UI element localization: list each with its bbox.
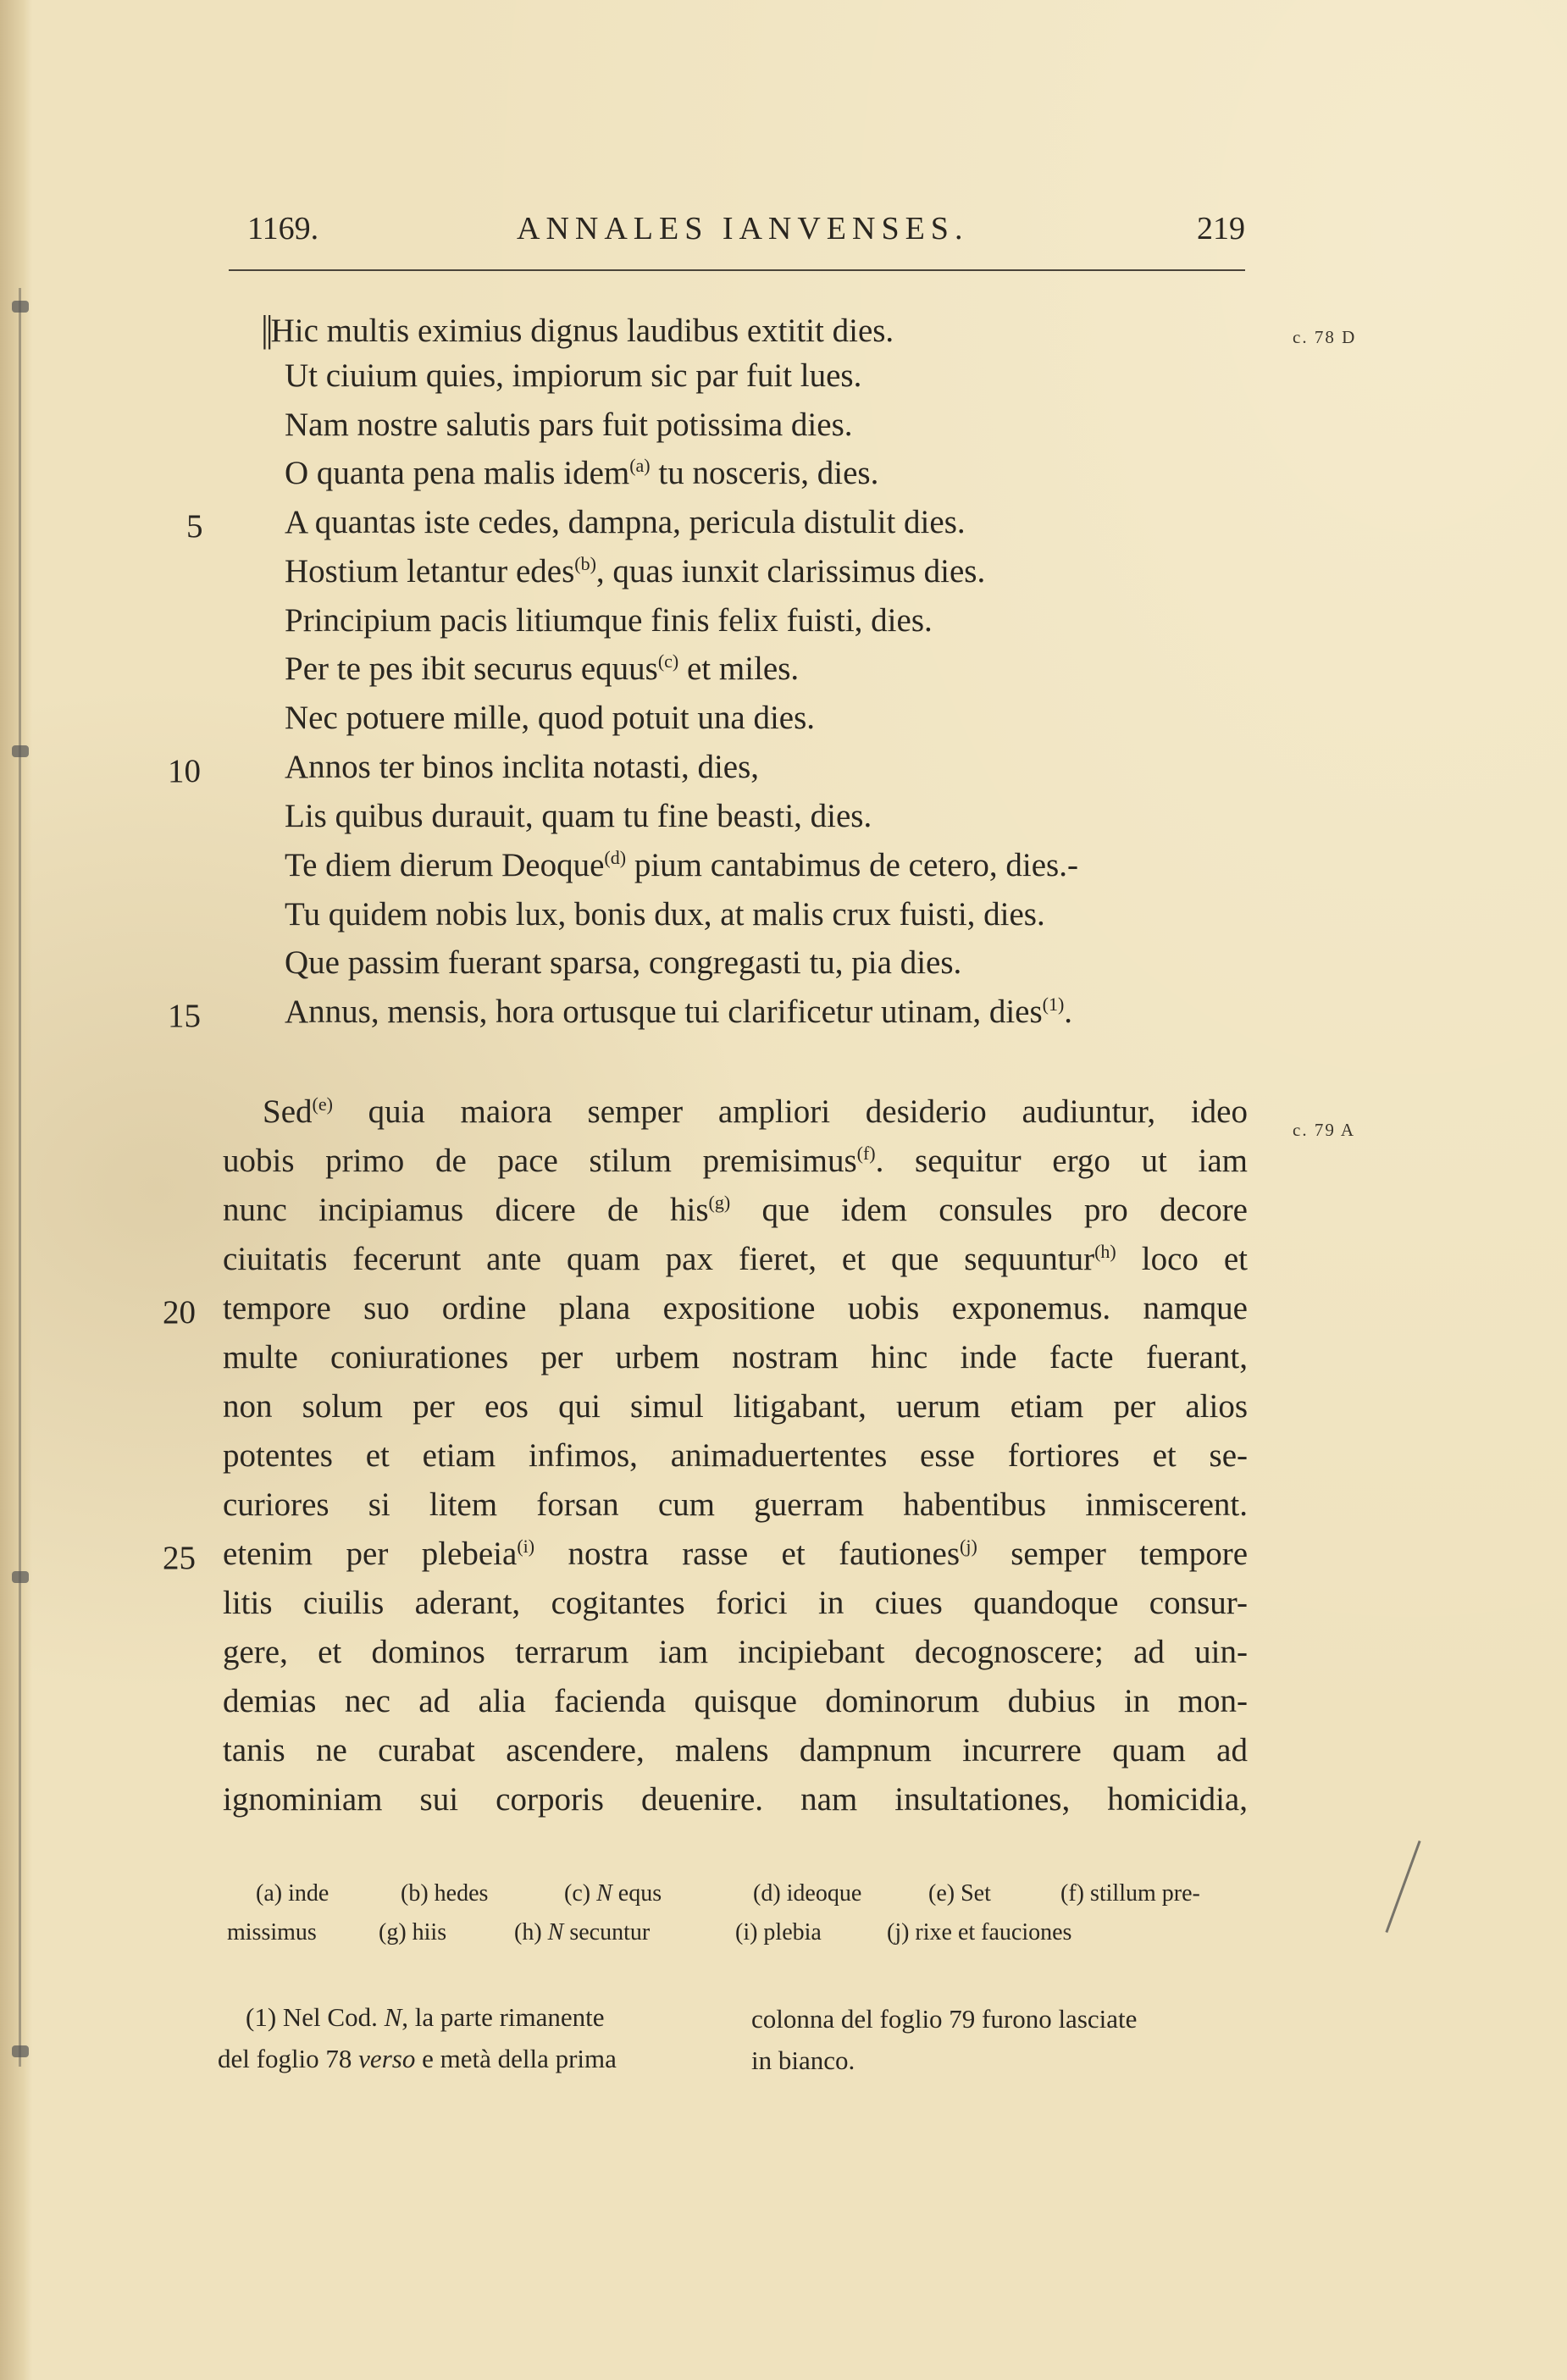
poem-line: Nec potuere mille, quod potuit una dies. <box>285 700 816 736</box>
page-number: 219 <box>1197 211 1245 246</box>
prose-text: nunc incipiamus dicere de his <box>223 1192 709 1228</box>
prose-text: que idem consules pro decore <box>730 1192 1248 1228</box>
note-text: del foglio 78 <box>218 2044 359 2073</box>
prose-text: semper tempore <box>977 1536 1248 1572</box>
footnote-marker: (j) <box>960 1536 977 1557</box>
codex-siglum: N <box>596 1880 612 1907</box>
prose-line: tanis ne curabat ascendere, malens dampnum incurrere quam ad <box>223 1732 1248 1768</box>
prose-line: non solum per eos qui simul litigabant, uerum etiam per alios <box>223 1388 1248 1425</box>
prose-text: ciuitatis fecerunt ante quam pax fieret, et que sequuntur <box>223 1241 1095 1277</box>
footnote-marker: (e) <box>312 1093 333 1115</box>
prose-text: Sed <box>263 1093 313 1130</box>
footnote-marker: (b) <box>574 553 596 574</box>
apparatus-text: secuntur <box>563 1919 651 1946</box>
apparatus-entry: (f) stillum pre- <box>1060 1880 1200 1907</box>
apparatus-entry <box>564 1882 662 1906</box>
poem-line: Nam nostre salutis pars fuit potissima dies. <box>285 407 853 443</box>
poem-line <box>285 849 1078 882</box>
footnote-marker: (c) <box>657 650 679 672</box>
poem-line <box>285 995 1072 1028</box>
verse-text: O quanta pena malis idem <box>285 455 630 491</box>
poem-line <box>285 652 799 685</box>
prose-line <box>223 1193 1248 1226</box>
poem-line: Principium pacis litiumque finis felix fuisti, dies. <box>285 602 933 639</box>
header-title: ANNALES IANVENSES. <box>517 211 969 246</box>
verse-marker: || <box>261 308 271 350</box>
apparatus-entry: missimus <box>227 1919 317 1946</box>
verse-text: Te diem dierum Deoque <box>285 847 605 883</box>
prose-line: demias nec ad alia facienda quisque dominorum dubius in mon- <box>223 1683 1248 1719</box>
line-number: 20 <box>163 1294 196 1331</box>
line-number: 25 <box>163 1540 196 1576</box>
verse-text: Annus, mensis, hora ortusque tui clarificetur utinam, dies <box>285 994 1043 1030</box>
binding-stitch <box>12 2045 29 2057</box>
binding-stitch <box>12 745 29 757</box>
poem-line <box>261 308 894 350</box>
verse-text: pium cantabimus de cetero, dies.- <box>626 847 1078 883</box>
prose-line <box>223 1243 1248 1276</box>
codex-siglum: N <box>384 2002 402 2032</box>
pen-mark <box>1385 1840 1420 1933</box>
note-text: (1) Nel Cod. <box>246 2002 385 2032</box>
apparatus-entry: (j) rixe et fauciones <box>887 1919 1072 1946</box>
prose-line: litis ciuilis aderant, cogitantes forici in ciues quandoque consur- <box>223 1585 1248 1621</box>
prose-text: nostra rasse et fautiones <box>534 1536 961 1572</box>
footnote-marker: (a) <box>629 455 651 476</box>
verse-text: . <box>1064 994 1073 1030</box>
margin-ref-prose: c. 79 A <box>1293 1120 1356 1140</box>
prose-line: multe coniurationes per urbem nostram hinc inde facte fuerant, <box>223 1339 1248 1375</box>
line-number: 15 <box>168 998 201 1034</box>
prose-line <box>223 1537 1248 1570</box>
poem-line <box>285 555 985 588</box>
prose-line <box>223 1144 1248 1177</box>
prose-line <box>263 1095 1248 1128</box>
footnote-marker: (f) <box>856 1143 876 1164</box>
poem-line: Annos ter binos inclita notasti, dies, <box>285 749 760 785</box>
poem-line: Ut ciuium quies, impiorum sic par fuit lues. <box>285 357 862 394</box>
codex-siglum: N <box>547 1919 564 1946</box>
footnote-marker: (d) <box>604 847 627 868</box>
note-line <box>246 2004 605 2030</box>
prose-line: tempore suo ordine plana expositione uobis exponemus. namque <box>223 1290 1248 1326</box>
verse-text: et miles. <box>678 650 800 687</box>
apparatus-text: (h) <box>514 1919 548 1946</box>
verse-text: tu nosceris, dies. <box>650 455 879 491</box>
line-number: 5 <box>186 508 203 545</box>
prose-line: curiores si litem forsan cum guerram habentibus inmiscerent. <box>223 1486 1248 1523</box>
prose-text: etenim per plebeia <box>223 1536 518 1572</box>
prose-text: loco et <box>1116 1241 1248 1277</box>
margin-ref-poem: c. 78 D <box>1293 327 1357 347</box>
apparatus-entry: (i) plebia <box>735 1919 822 1946</box>
running-header <box>229 210 1245 261</box>
line-number: 10 <box>168 753 201 789</box>
prose-text: . sequitur ergo ut iam <box>875 1143 1248 1179</box>
footnote-marker: (h) <box>1094 1241 1116 1262</box>
apparatus-text: equs <box>612 1880 662 1907</box>
header-rule <box>229 269 1245 271</box>
header-year: 1169. <box>247 211 319 246</box>
footnote-marker: (g) <box>708 1192 731 1213</box>
poem-line <box>285 457 878 490</box>
apparatus-entry <box>514 1921 650 1945</box>
verse-text: Hostium letantur edes <box>285 553 575 589</box>
binding-stitch <box>12 1571 29 1583</box>
footnote-marker: (1) <box>1042 994 1065 1015</box>
poem-line: Tu quidem nobis lux, bonis dux, at malis crux fuisti, dies. <box>285 896 1045 933</box>
binding-stitch-line <box>19 288 21 2067</box>
apparatus-entry: (g) hiis <box>379 1919 447 1946</box>
prose-line: ignominiam sui corporis deuenire. nam insultationes, homicidia, <box>223 1781 1248 1818</box>
page-edge <box>0 0 32 2380</box>
prose-line: potentes et etiam infimos, animaduertentes esse fortiores et se- <box>223 1437 1248 1474</box>
prose-text: uobis primo de pace stilum premisimus <box>223 1143 857 1179</box>
note-line: in bianco. <box>751 2045 855 2075</box>
poem-line: Que passim fuerant sparsa, congregasti tu, pia dies. <box>285 944 962 981</box>
verse-text: , quas iunxit clarissimus dies. <box>595 553 986 589</box>
poem-line: A quantas iste cedes, dampna, pericula distulit dies. <box>285 504 966 540</box>
verse-text: Per te pes ibit securus equus <box>285 650 658 687</box>
prose-line: gere, et dominos terrarum iam incipiebant decognoscere; ad uin- <box>223 1634 1248 1670</box>
binding-stitch <box>12 301 29 313</box>
note-text: , la parte rimanente <box>401 2002 605 2032</box>
apparatus-text: (c) <box>564 1880 597 1907</box>
note-italic: verso <box>358 2044 416 2073</box>
poem-line: Lis quibus durauit, quam tu fine beasti, dies. <box>285 798 872 834</box>
apparatus-entry: (e) Set <box>928 1880 991 1907</box>
note-line: colonna del foglio 79 furono lasciate <box>751 2004 1138 2034</box>
apparatus-entry: (d) ideoque <box>753 1880 862 1907</box>
verse-text: Hic multis eximius dignus laudibus extitit dies. <box>270 313 894 349</box>
apparatus-entry: (b) hedes <box>401 1880 489 1907</box>
prose-text: quia maiora semper ampliori desiderio audiuntur, ideo <box>332 1093 1248 1130</box>
note-text: e metà della prima <box>415 2044 617 2073</box>
note-line <box>218 2045 617 2072</box>
apparatus-entry: (a) inde <box>256 1880 329 1907</box>
footnote-marker: (i) <box>517 1536 535 1557</box>
